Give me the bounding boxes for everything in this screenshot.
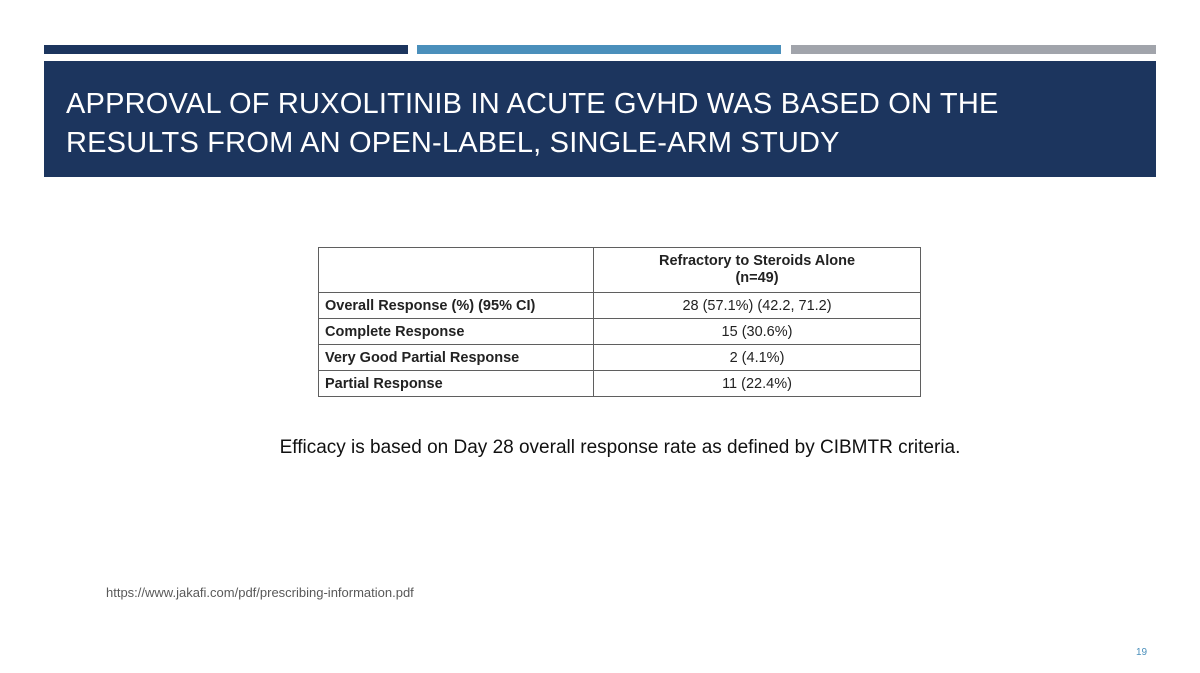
table-row-label: Overall Response (%) (95% CI)	[319, 293, 594, 319]
table-row	[319, 345, 921, 371]
table-row-value: 11 (22.4%)	[594, 371, 921, 397]
table-row-value: 15 (30.6%)	[594, 319, 921, 345]
accent-bar-blue	[417, 45, 781, 54]
table-row	[319, 293, 921, 319]
table-row	[319, 371, 921, 397]
page-number: 19	[1136, 647, 1148, 658]
table-header-line-2: (n=49)	[735, 270, 779, 286]
table-header-cell	[594, 248, 921, 293]
caption-container	[0, 437, 1200, 459]
table-row-label: Very Good Partial Response	[319, 345, 594, 371]
accent-bar-gray	[791, 45, 1156, 54]
table-header-line-1: Refractory to Steroids Alone	[658, 253, 856, 269]
table-row-label: Partial Response	[319, 371, 594, 397]
efficacy-table	[318, 247, 921, 397]
table-row	[319, 319, 921, 345]
slide-title-line-1: APPROVAL OF RUXOLITINIB IN ACUTE GVHD WAS BASED ON THE	[66, 88, 999, 120]
table-header-row	[319, 248, 921, 293]
efficacy-caption: Efficacy is based on Day 28 overall response rate as defined by CIBMTR criteria.	[279, 437, 961, 458]
slide-title-line-2: RESULTS FROM AN OPEN-LABEL, SINGLE-ARM STUDY	[66, 127, 840, 159]
table-row-label: Complete Response	[319, 319, 594, 345]
source-link[interactable]: https://www.jakafi.com/pdf/prescribing-information.pdf	[106, 585, 414, 600]
table-header-empty-cell	[319, 248, 594, 293]
table-row-value: 2 (4.1%)	[594, 345, 921, 371]
accent-bar-navy	[44, 45, 408, 54]
efficacy-table-container	[318, 247, 921, 397]
title-band	[44, 61, 1156, 177]
table-row-value: 28 (57.1%) (42.2, 71.2)	[594, 293, 921, 319]
slide-title	[66, 85, 1136, 163]
